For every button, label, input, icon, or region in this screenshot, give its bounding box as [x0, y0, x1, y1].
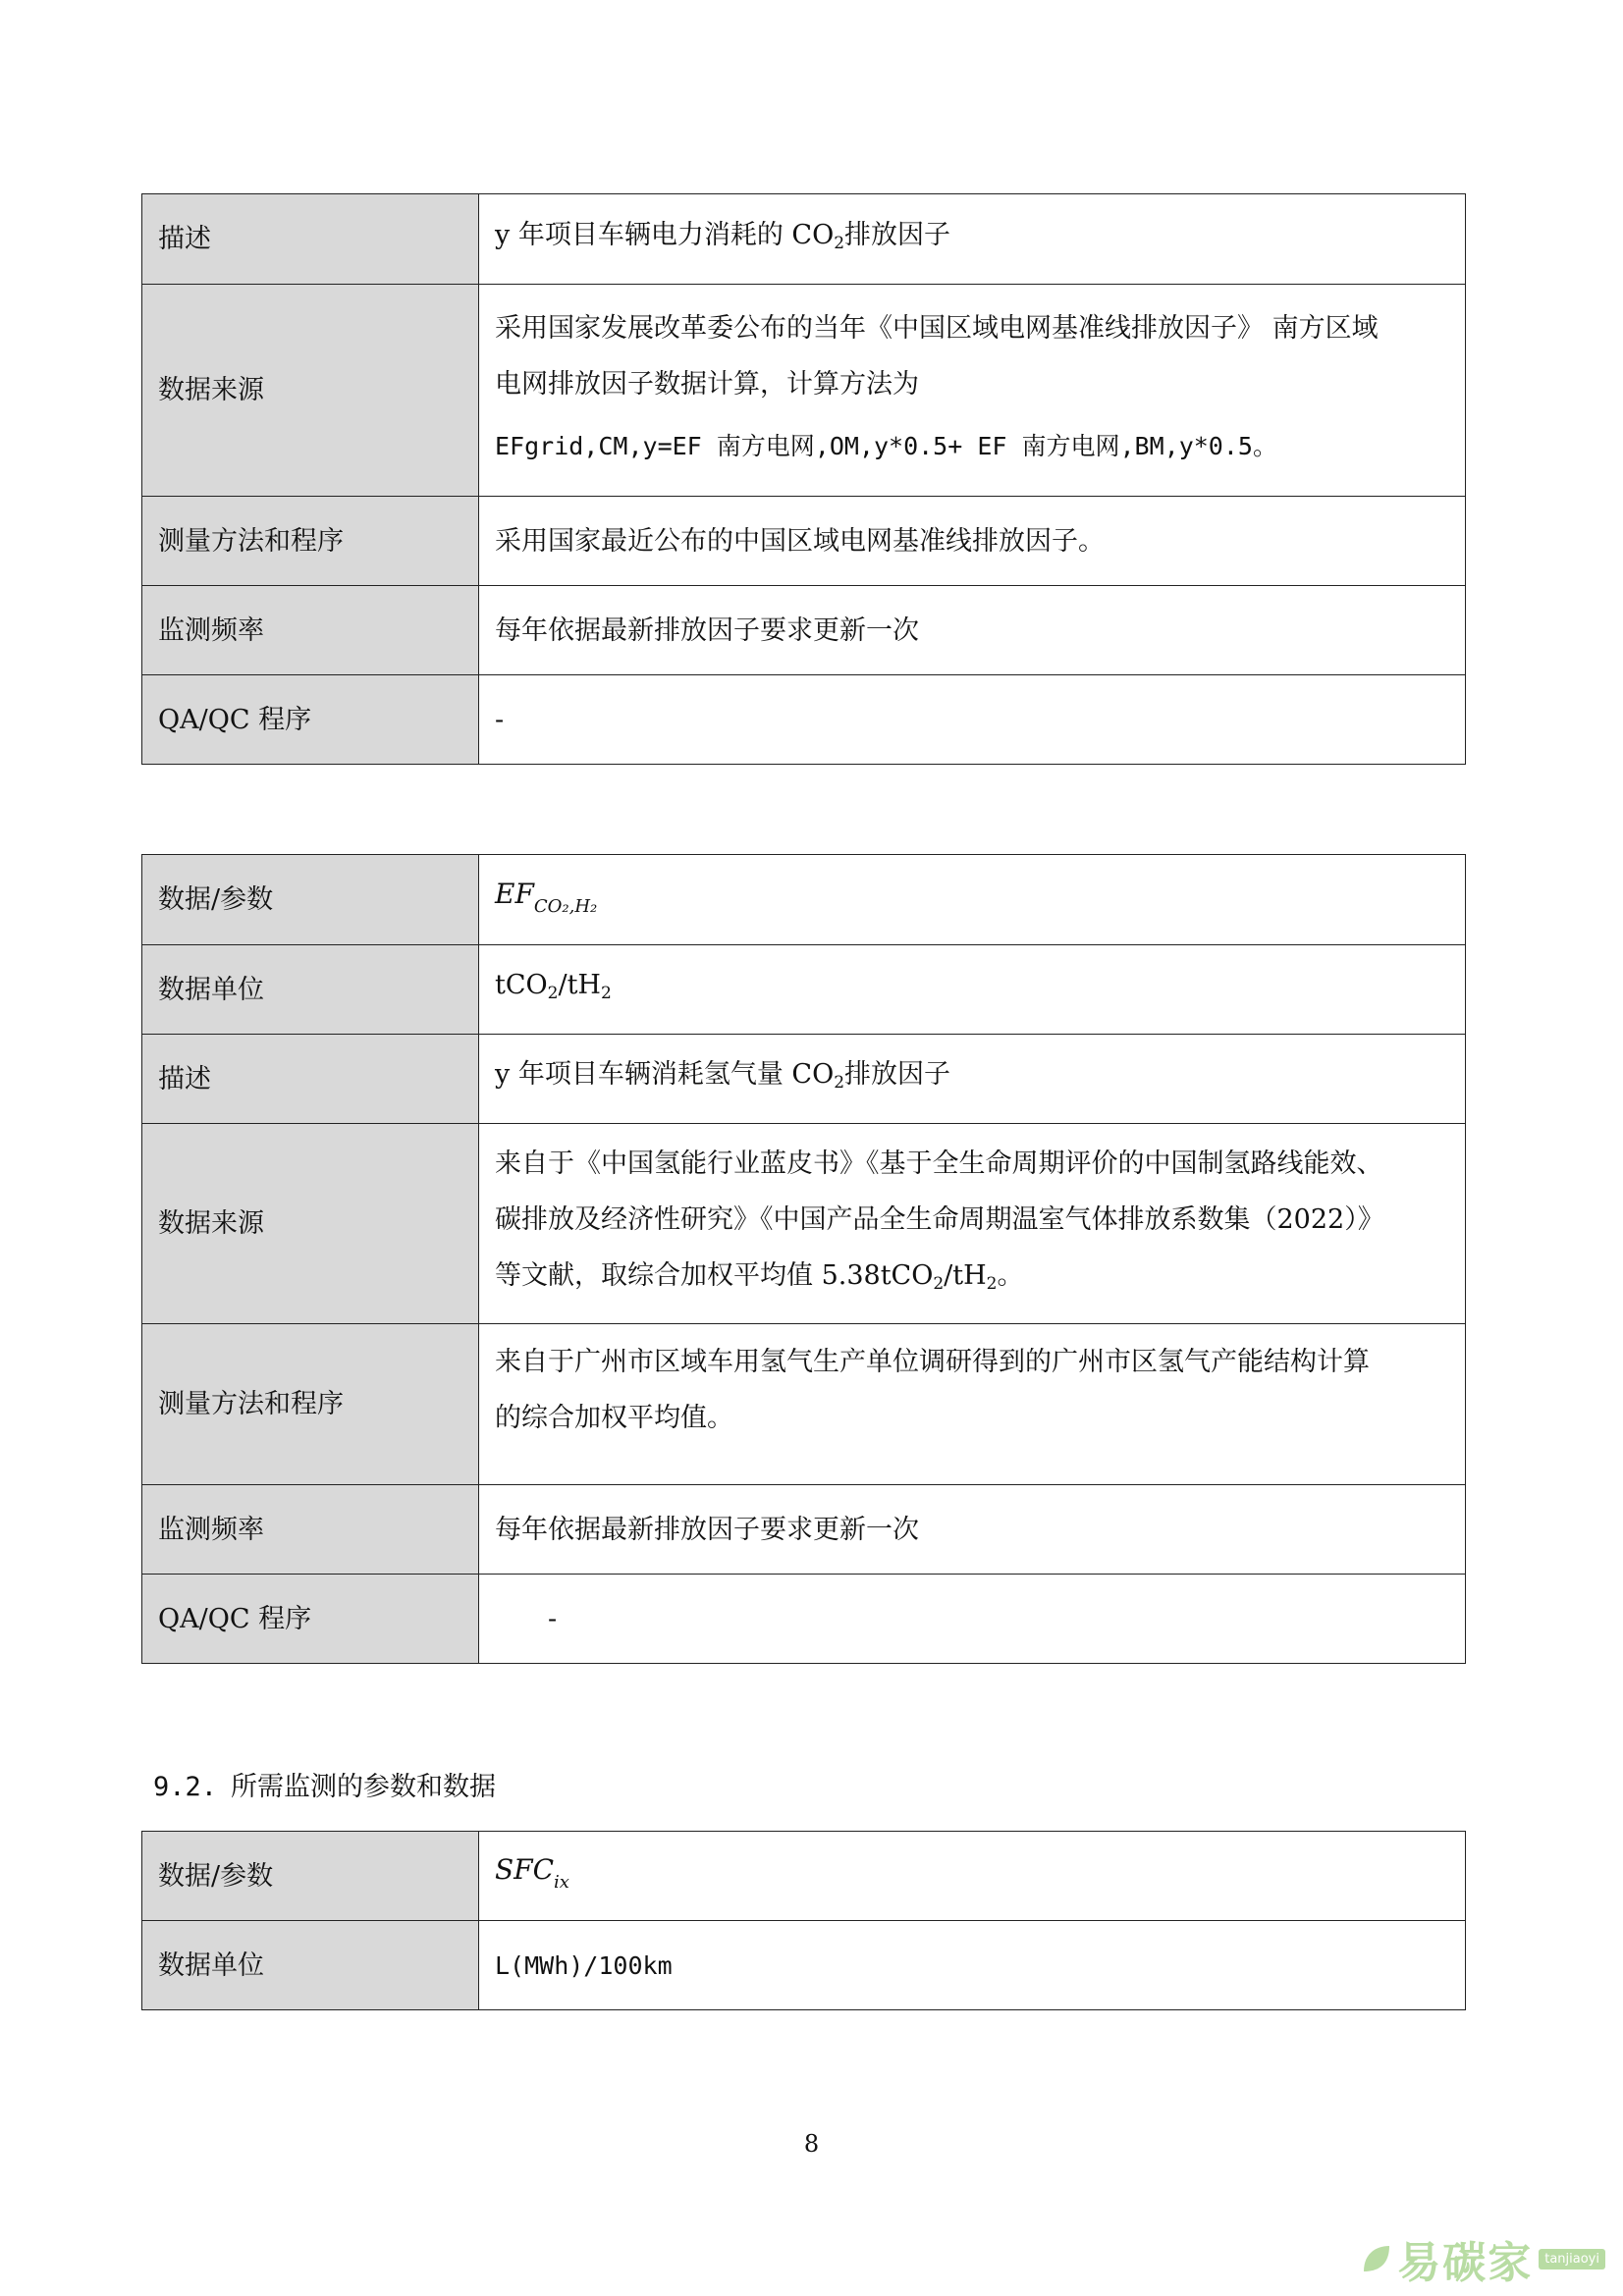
row-label: 数据/参数 — [142, 855, 479, 945]
row-value: $tCO_2/tH_2$ — [479, 945, 1466, 1035]
table-row — [142, 945, 1466, 1035]
leaf-icon — [1360, 2242, 1393, 2275]
row-label: 监测频率 — [142, 586, 479, 675]
row-label: 描述 — [142, 1035, 479, 1124]
table-row — [142, 855, 1466, 945]
table-row — [142, 675, 1466, 765]
math-symbol: $EF_{CO_2,H_2}$ — [495, 877, 598, 917]
row-label: 监测频率 — [142, 1485, 479, 1575]
row-value — [479, 1832, 1466, 1921]
table-electricity-factor — [141, 193, 1466, 765]
table-row — [142, 1035, 1466, 1124]
row-label: 测量方法和程序 — [142, 497, 479, 586]
row-label: 测量方法和程序 — [142, 1324, 479, 1485]
math-symbol: $SFC_{ix}$ — [495, 1853, 569, 1893]
row-value: L(MWh)/100km — [479, 1921, 1466, 2010]
page-number: 8 — [803, 2130, 820, 2158]
table-sfc — [141, 1831, 1466, 2010]
row-value: - — [479, 675, 1466, 765]
row-label: QA/QC 程序 — [142, 675, 479, 765]
table-row — [142, 497, 1466, 586]
table-row — [142, 1324, 1466, 1485]
row-value: 每年依据最新排放因子要求更新一次 — [479, 586, 1466, 675]
table-row — [142, 586, 1466, 675]
row-value — [479, 855, 1466, 945]
row-value: y 年项目车辆电力消耗的 $CO_2$排放因子 — [479, 194, 1466, 285]
watermark-logo: 易碳家 tanjiaoyi — [1360, 2229, 1605, 2288]
row-label: 数据来源 — [142, 1124, 479, 1324]
table-row — [142, 1485, 1466, 1575]
row-label: QA/QC 程序 — [142, 1575, 479, 1664]
row-label: 数据来源 — [142, 285, 479, 497]
row-value: 采用国家发展改革委公布的当年《中国区域电网基准线排放因子》 南方区域 电网排放因子数据计算，计算方法为 EFgrid,CM,y=EF 南方电网,OM,y*0.5+ EF 南方电网,BM,y*0.5。 — [479, 285, 1466, 497]
table-row — [142, 1575, 1466, 1664]
row-value: - — [479, 1575, 1466, 1664]
row-label: 描述 — [142, 194, 479, 285]
row-value: y 年项目车辆消耗氢气量 $CO_2$排放因子 — [479, 1035, 1466, 1124]
row-value: 每年依据最新排放因子要求更新一次 — [479, 1485, 1466, 1575]
table-row — [142, 1124, 1466, 1324]
table-row — [142, 1832, 1466, 1921]
row-label: 数据单位 — [142, 945, 479, 1035]
table-row — [142, 1921, 1466, 2010]
row-value: 来自于《中国氢能行业蓝皮书》《基于全生命周期评价的中国制氢路线能效、 碳排放及经济性研究》《中国产品全生命周期温室气体排放系数集（2022）》 等文献，取综合加权平均值 $5.38tCO_2/tH_2$。 — [479, 1124, 1466, 1324]
table-row — [142, 285, 1466, 497]
section-heading: 9.2. 所需监测的参数和数据 — [153, 1772, 497, 1802]
table-row — [142, 194, 1466, 285]
row-value: 采用国家最近公布的中国区域电网基准线排放因子。 — [479, 497, 1466, 586]
row-label: 数据/参数 — [142, 1832, 479, 1921]
table-hydrogen-factor — [141, 854, 1466, 1664]
row-label: 数据单位 — [142, 1921, 479, 2010]
row-value: 来自于广州市区域车用氢气生产单位调研得到的广州市区氢气产能结构计算 的综合加权平均值。 — [479, 1324, 1466, 1485]
